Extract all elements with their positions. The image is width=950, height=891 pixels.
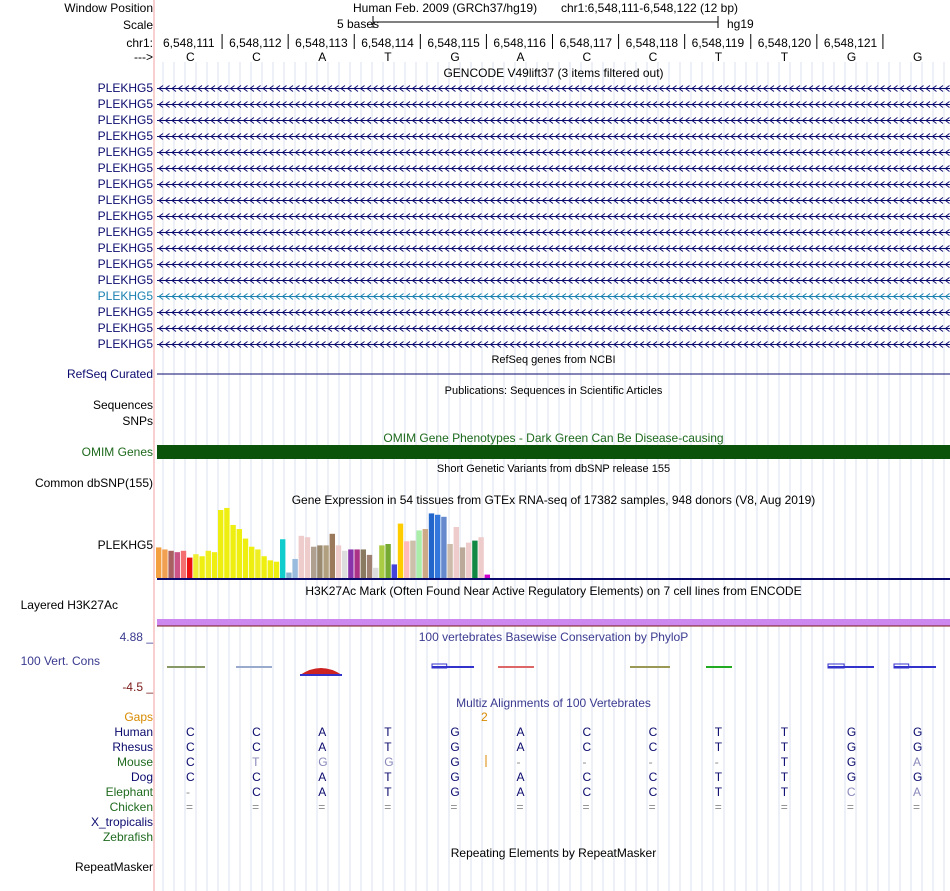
- alignment-base: =: [846, 800, 854, 814]
- alignment-base: =: [384, 800, 392, 814]
- phylop-label[interactable]: 100 Vert. Cons: [20, 654, 100, 668]
- alignment-base: C: [582, 770, 592, 784]
- gtex-tissue-bar: [423, 529, 428, 578]
- alignment-base: C: [582, 740, 592, 754]
- db-label: hg19: [727, 17, 754, 31]
- coordinate-label: 6,548,117: [559, 36, 612, 50]
- alignment-base: C: [252, 785, 261, 799]
- gtex-tissue-bar: [404, 541, 409, 578]
- alignment-base: =: [648, 800, 656, 814]
- gencode-transcript-label[interactable]: PLEKHG5: [97, 337, 153, 351]
- alignment-base: C: [252, 740, 261, 754]
- alignment-base: C: [846, 785, 856, 799]
- gencode-transcript-label[interactable]: PLEKHG5: [97, 113, 153, 127]
- gtex-tissue-bar: [237, 529, 242, 578]
- gtex-tissue-bar: [454, 527, 459, 578]
- gencode-transcript-label[interactable]: PLEKHG5: [97, 81, 153, 95]
- gtex-tissue-bar: [286, 573, 291, 578]
- gtex-tissue-bar: [379, 545, 384, 578]
- multiz-title: Multiz Alignments of 100 Vertebrates: [456, 696, 651, 710]
- gtex-tissue-bar: [416, 530, 421, 578]
- alignment-base: =: [714, 800, 722, 814]
- alignment-base: -: [186, 785, 191, 799]
- alignment-base: T: [714, 740, 723, 754]
- gencode-transcript-label[interactable]: PLEKHG5: [97, 145, 153, 159]
- gencode-transcript-label[interactable]: PLEKHG5: [97, 257, 153, 271]
- gtex-tissue-bar: [299, 536, 304, 578]
- alignment-base: =: [516, 800, 524, 814]
- base-letter[interactable]: T: [780, 50, 789, 64]
- species-label[interactable]: Rhesus: [112, 740, 153, 754]
- gencode-transcript-label[interactable]: PLEKHG5: [97, 177, 153, 191]
- gtex-tissue-bar: [392, 564, 397, 578]
- base-letter[interactable]: G: [450, 50, 460, 64]
- base-letter[interactable]: T: [384, 50, 392, 64]
- gtex-tissue-bar: [361, 549, 366, 578]
- gtex-tissue-bar: [199, 556, 204, 578]
- base-letter[interactable]: C: [186, 50, 195, 64]
- gaps-label: Gaps: [124, 710, 153, 724]
- base-letter[interactable]: A: [516, 50, 525, 64]
- gtex-tissue-bar: [292, 559, 297, 578]
- alignment-base: A: [516, 785, 525, 799]
- gencode-transcript-label[interactable]: PLEKHG5: [97, 161, 153, 175]
- alignment-base: G: [846, 755, 857, 769]
- refseq-label[interactable]: RefSeq Curated: [66, 367, 153, 381]
- gtex-tissue-bar: [268, 560, 273, 578]
- base-letter[interactable]: G: [912, 50, 923, 64]
- alignment-base: G: [450, 770, 460, 784]
- alignment-base: C: [582, 785, 592, 799]
- gtex-tissue-bar: [224, 508, 229, 578]
- gencode-transcript-label[interactable]: PLEKHG5: [97, 273, 153, 287]
- alignment-base: A: [318, 785, 327, 799]
- h3k27ac-signal: [157, 619, 950, 626]
- alignment-base: C: [186, 770, 195, 784]
- gencode-transcript-label[interactable]: PLEKHG5: [97, 241, 153, 255]
- alignment-base: C: [648, 785, 658, 799]
- gtex-tissue-bar: [181, 551, 186, 578]
- gtex-tissue-bar: [187, 558, 192, 578]
- gtex-tissue-bar: [243, 539, 248, 578]
- base-letter[interactable]: C: [252, 50, 261, 64]
- alignment-base: =: [318, 800, 326, 814]
- alignment-base: A: [318, 770, 327, 784]
- gtex-tissue-bar: [305, 537, 310, 578]
- alignment-base: T: [714, 770, 723, 784]
- position-readout: chr1:6,548,111-6,548,122 (12 bp): [561, 1, 739, 15]
- alignment-base: G: [384, 755, 394, 769]
- alignment-base: G: [846, 725, 857, 739]
- alignment-base: A: [912, 785, 921, 799]
- species-label[interactable]: Elephant: [105, 785, 153, 799]
- publications-title: Publications: Sequences in Scientific Articles: [444, 385, 663, 397]
- base-letter[interactable]: C: [582, 50, 592, 64]
- gtex-tissue-bar: [212, 552, 217, 578]
- alignment-base: C: [252, 725, 261, 739]
- alignment-base: T: [714, 785, 723, 799]
- gencode-transcript-label[interactable]: PLEKHG5: [97, 289, 153, 303]
- gtex-tissue-bar: [354, 549, 359, 578]
- alignment-base: A: [516, 740, 525, 754]
- gencode-transcript-label[interactable]: PLEKHG5: [97, 129, 153, 143]
- coordinate-label: 6,548,116: [493, 36, 546, 50]
- window-position-label: Window Position: [64, 1, 153, 15]
- gtex-tissue-bar: [255, 549, 260, 578]
- coordinate-label: 6,548,119: [691, 36, 745, 50]
- h3k27ac-label[interactable]: Layered H3K27Ac: [20, 598, 118, 612]
- alignment-base: C: [186, 755, 195, 769]
- refseq-title: RefSeq genes from NCBI: [491, 354, 616, 366]
- gtex-tissue-bar: [478, 537, 483, 578]
- alignment-base: C: [252, 770, 261, 784]
- gtex-tissue-bar: [447, 544, 452, 578]
- gtex-tissue-bar: [249, 547, 254, 578]
- alignment-base: -: [714, 755, 719, 769]
- gtex-tissue-bar: [336, 545, 341, 578]
- omim-label[interactable]: OMIM Genes: [81, 445, 153, 459]
- phylop-title: 100 vertebrates Basewise Conservation by PhyloP: [418, 630, 689, 644]
- alignment-base: -: [582, 755, 587, 769]
- alignment-base: C: [582, 725, 592, 739]
- omim-bar: [157, 445, 950, 459]
- alignment-base: G: [846, 740, 857, 754]
- alignment-base: T: [780, 740, 789, 754]
- gtex-tissue-bar: [218, 510, 223, 578]
- gencode-transcript-label[interactable]: PLEKHG5: [97, 321, 153, 335]
- gtex-tissue-bar: [206, 551, 211, 578]
- alignment-base: T: [714, 725, 723, 739]
- species-label[interactable]: Zebrafish: [102, 830, 153, 844]
- scale-text: 5 bases: [337, 17, 380, 31]
- gencode-transcript-label[interactable]: PLEKHG5: [97, 305, 153, 319]
- gtex-tissue-bar: [460, 547, 465, 578]
- repeatmasker-label[interactable]: RepeatMasker: [74, 860, 153, 874]
- gtex-tissue-bar: [373, 568, 378, 578]
- gtex-tissue-bar: [435, 515, 440, 578]
- phylop-max: 4.88 _: [119, 630, 153, 644]
- gtex-tissue-bar: [466, 543, 471, 578]
- gtex-tissue-bar: [342, 551, 347, 578]
- strand-label: --->: [134, 50, 153, 64]
- gtex-tissue-bar: [323, 545, 328, 578]
- species-label[interactable]: Mouse: [116, 755, 153, 769]
- alignment-base: C: [648, 770, 658, 784]
- gtex-tissue-bar: [429, 513, 434, 578]
- coordinate-label: 6,548,121: [823, 36, 878, 50]
- base-letter[interactable]: A: [318, 50, 327, 64]
- species-label[interactable]: Dog: [130, 770, 153, 784]
- gtex-tissue-bar: [330, 534, 335, 578]
- alignment-base: C: [648, 740, 658, 754]
- species-label[interactable]: X_tropicalis: [90, 815, 153, 829]
- gap-count: 2: [481, 710, 488, 724]
- alignment-base: T: [780, 785, 789, 799]
- gtex-tissue-bar: [311, 547, 316, 578]
- coordinate-label: 6,548,112: [229, 36, 282, 50]
- base-letter[interactable]: G: [846, 50, 857, 64]
- alignment-base: G: [450, 740, 460, 754]
- alignment-base: C: [186, 725, 195, 739]
- alignment-base: T: [384, 740, 392, 754]
- species-label[interactable]: Chicken: [109, 800, 153, 814]
- alignment-base: =: [582, 800, 590, 814]
- alignment-base: G: [912, 770, 923, 784]
- gtex-tissue-bar: [367, 555, 372, 578]
- alignment-base: T: [780, 770, 789, 784]
- gtex-tissue-bar: [348, 549, 353, 578]
- alignment-base: C: [648, 725, 658, 739]
- alignment-base: -: [648, 755, 653, 769]
- alignment-base: T: [780, 755, 789, 769]
- coordinate-label: 6,548,113: [295, 36, 348, 50]
- omim-title: OMIM Gene Phenotypes - Dark Green Can Be Disease-causing: [383, 431, 724, 445]
- alignment-base: C: [186, 740, 195, 754]
- gtex-tissue-bar: [441, 517, 446, 578]
- gtex-tissue-bar: [472, 541, 477, 578]
- alignment-base: T: [384, 785, 392, 799]
- publications-snps-label[interactable]: SNPs: [122, 414, 153, 428]
- coordinate-label: 6,548,118: [625, 36, 679, 50]
- gtex-tissue-bar: [280, 539, 285, 578]
- assembly-title: Human Feb. 2009 (GRCh37/hg19): [353, 1, 538, 15]
- alignment-base: G: [450, 785, 460, 799]
- alignment-base: G: [450, 755, 460, 769]
- gtex-tissue-bar: [230, 525, 235, 578]
- gencode-transcript-label[interactable]: PLEKHG5: [97, 97, 153, 111]
- gencode-title: GENCODE V49lift37 (3 items filtered out): [443, 66, 664, 80]
- coordinate-label: 6,548,111: [163, 36, 215, 50]
- base-letter[interactable]: C: [648, 50, 658, 64]
- alignment-base: =: [912, 800, 920, 814]
- alignment-base: T: [252, 755, 260, 769]
- alignment-base: A: [318, 725, 327, 739]
- gtex-tissue-bar: [317, 545, 322, 578]
- alignment-base: T: [384, 770, 392, 784]
- gtex-tissue-bar: [410, 541, 415, 578]
- repeatmasker-title: Repeating Elements by RepeatMasker: [450, 846, 657, 860]
- coordinate-label: 6,548,114: [361, 36, 414, 50]
- coordinate-label: 6,548,115: [427, 36, 480, 50]
- gtex-tissue-bar: [485, 575, 490, 578]
- coordinate-label: 6,548,120: [757, 36, 812, 50]
- gtex-gene-label[interactable]: PLEKHG5: [97, 538, 153, 552]
- alignment-base: T: [384, 725, 392, 739]
- alignment-base: A: [318, 740, 327, 754]
- alignment-base: -: [516, 755, 521, 769]
- base-letter[interactable]: T: [714, 50, 723, 64]
- chr-label: chr1:: [126, 36, 153, 50]
- h3k27ac-title: H3K27Ac Mark (Often Found Near Active Regulatory Elements) on 7 cell lines from ENCODE: [305, 584, 802, 598]
- gtex-tissue-bar: [162, 549, 167, 578]
- dbsnp-title: Short Genetic Variants from dbSNP release 155: [436, 463, 671, 475]
- gtex-tissue-bar: [175, 552, 180, 578]
- gencode-transcript-label[interactable]: PLEKHG5: [97, 225, 153, 239]
- gtex-tissue-bar: [261, 556, 266, 578]
- alignment-base: G: [318, 755, 328, 769]
- alignment-base: =: [450, 800, 458, 814]
- gtex-tissue-bar: [385, 544, 390, 578]
- alignment-base: =: [252, 800, 260, 814]
- alignment-base: A: [516, 770, 525, 784]
- alignment-base: =: [780, 800, 788, 814]
- alignment-base: G: [912, 725, 923, 739]
- alignment-base: T: [780, 725, 789, 739]
- gencode-transcript-label[interactable]: PLEKHG5: [97, 209, 153, 223]
- gencode-transcript-label[interactable]: PLEKHG5: [97, 193, 153, 207]
- species-label[interactable]: Human: [114, 725, 153, 739]
- gtex-tissue-bar: [193, 554, 198, 578]
- gtex-tissue-bar: [274, 562, 279, 578]
- gtex-tissue-bar: [168, 551, 173, 578]
- publications-sequences-label[interactable]: Sequences: [92, 398, 153, 412]
- alignment-base: G: [450, 725, 460, 739]
- scale-label: Scale: [122, 18, 153, 32]
- alignment-base: A: [516, 725, 525, 739]
- phylop-min: -4.5 _: [122, 680, 153, 694]
- alignment-base: A: [912, 755, 921, 769]
- gtex-title: Gene Expression in 54 tissues from GTEx RNA-seq of 17382 samples, 948 donors (V8, Aug 2019): [291, 493, 816, 507]
- gtex-tissue-bar: [156, 547, 161, 578]
- dbsnp-label[interactable]: Common dbSNP(155): [34, 476, 153, 490]
- alignment-base: G: [846, 770, 857, 784]
- gtex-tissue-bar: [398, 524, 403, 578]
- alignment-base: G: [912, 740, 923, 754]
- alignment-base: =: [186, 800, 194, 814]
